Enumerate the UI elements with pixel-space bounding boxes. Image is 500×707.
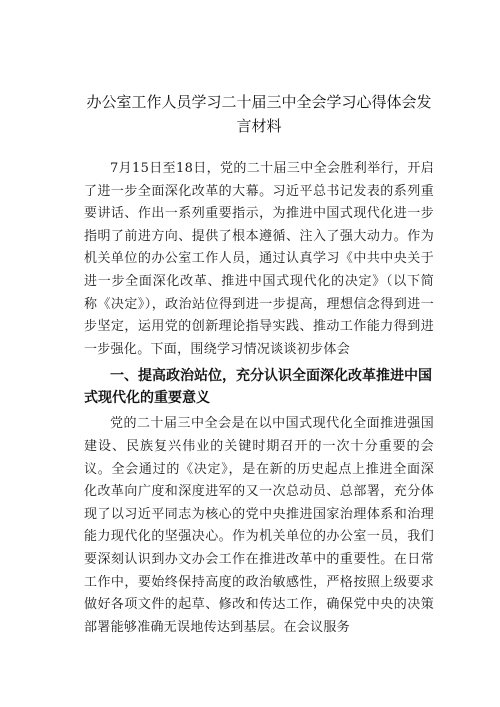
document-title-line-2: 言材料: [236, 117, 282, 135]
section-1-paragraph: 党的二十届三中全会是在以中国式现代化全面推进强国建设、民族复兴伟业的关键时期召开的一次十分重要的会议。全会通过的《决定》，是在新的历史起点上推进全面深化改革向广度和深度进军的又一次总动员、总部署，充分体现了以习近平同志为核心的党中央推进国家治理体系和治理能力现代化的坚强决心。作为机关单位的办公室一员，我们要深刻认识到办文办会工作在推进改革中的重要性。在日常工作中，要始终保持高度的政治敏感性，严格按照上级要求做好各项文件的起草、修改和传达工作，确保党中央的决策部署能够准确无误地传达到基层。在会议服务: [84, 416, 434, 635]
intro-paragraph: 7月15日至18日，党的二十届三中全会胜利举行，开启了进一步全面深化改革的大幕。习近平总书记发表的系列重要讲话、作出一系列重要指示，为推进中国式现代化进一步指明了前进方向、提供了根本遵循、注入了强大动力。作为机关单位的办公室工作人员，通过认真学习《中共中央关于进一步全面深化改革、推进中国式现代化的决定》（以下简称《决定》），政治站位得到进一步提高，理想信念得到进一步坚定，运用党的创新理论指导实践、推动工作能力得到进一步强化。下面，围绕学习情况谈谈初步体会: [84, 161, 434, 357]
document-title-line-1: 办公室工作人员学习二十届三中全会学习心得体会发: [86, 93, 432, 111]
section-heading-1: 一、提高政治站位，充分认识全面深化改革推进中国式现代化的重要意义: [84, 368, 432, 407]
document-title: [84, 90, 434, 138]
